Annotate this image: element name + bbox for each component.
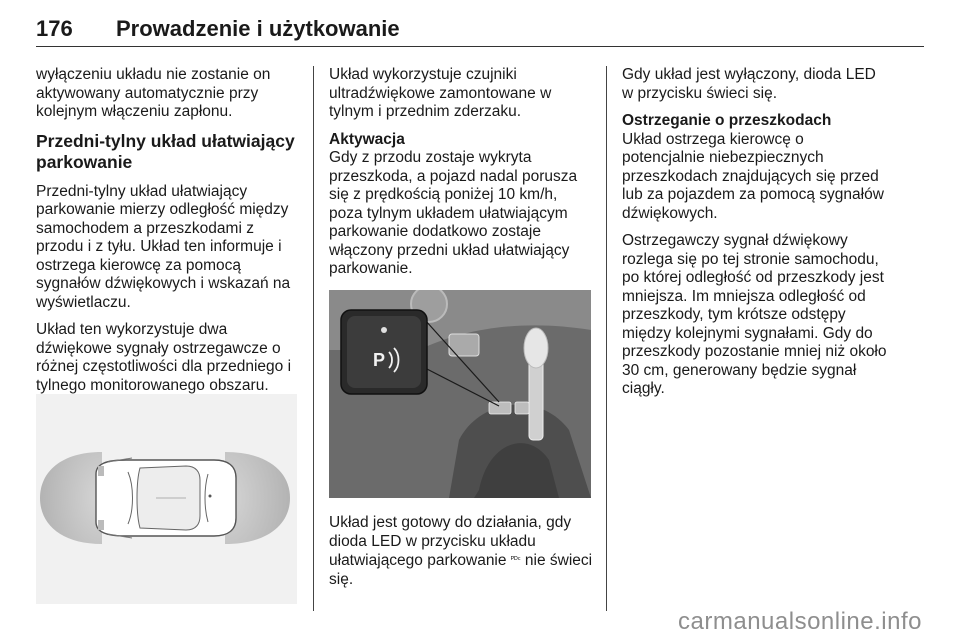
console-parking-button-illustration <box>329 290 591 498</box>
led-indicator-icon <box>381 327 387 333</box>
parking-assist-icon: ᴾᴰᶜ <box>510 555 521 564</box>
parking-assist-button-zoom <box>341 310 427 394</box>
column-divider <box>313 66 314 611</box>
watermark: carmanualsonline.info <box>678 608 922 635</box>
chapter-title: Prowadzenie i użytkowanie <box>116 16 400 41</box>
paragraph: Układ jest gotowy do działania, gdy dioda LED w przycisku układu ułatwiającego parkowanie ᴾᴰᶜ nie świeci się. <box>329 514 593 588</box>
paragraph: wyłączeniu układu nie zostanie on aktywowany automatycznie przy kolejnym włączeniu zapłonu. <box>36 66 271 120</box>
page-header <box>36 10 924 47</box>
column-2-lower <box>329 514 595 598</box>
section-heading: Przedni-tylny układ ułatwiający parkowanie <box>36 130 295 172</box>
car-top-view <box>96 458 236 538</box>
paragraph: Ostrzegawczy sygnał dźwiękowy rozlega się po tej stronie samochodu, po której odległość od przeszkody jest mniejsza. Im mniejsza odległość od przeszkody, tym krótsze odstępy między kolejnymi sygnałami. Gdy do przeszkody pozostanie mniej niż około 30 cm, generowany będzie sygnał ciągły. <box>622 232 887 397</box>
paragraph: Układ ostrzega kierowcę o potencjalnie niebezpiecznych przeszkodach znajdujących się przed lub za pojazdem za pomocą sygnałów dźwiękowych. <box>622 130 884 222</box>
paragraph: Przedni-tylny układ ułatwiający parkowanie mierzy odległość między samochodem a przeszkodami z przodu i z tyłu. Układ ten informuje i ostrzega kierowcę za pomocą sygnałów dźwiękowych i wskazań na wyświetlaczu. <box>36 182 291 311</box>
car-sensor-zones-illustration <box>36 394 297 604</box>
paragraph: Gdy z przodu zostaje wykryta przeszkoda, a pojazd nadal porusza się z prędkością poniżej 10 km/h, poza tylnym układem ułatwiającym parkowanie dodatkowo zostaje włączony przedni układ ułatwiający parkowanie. <box>329 149 578 277</box>
page-number: 176 <box>36 16 73 41</box>
subheading-activation: Aktywacja <box>329 130 405 148</box>
column-2 <box>329 66 595 288</box>
paragraph: Układ ten wykorzystuje dwa dźwiękowe sygnały ostrzegawcze o różnej częstotliwości dla przedniego i tylnego monitorowanego obszaru. <box>36 321 292 394</box>
column-3 <box>622 66 890 408</box>
column-divider <box>606 66 607 611</box>
paragraph: Układ wykorzystuje czujniki ultradźwiękowe zamontowane w tylnym i przednim zderzaku. <box>329 66 552 120</box>
paragraph: Gdy układ jest wyłączony, dioda LED w przycisku świeci się. <box>622 66 876 102</box>
column-1 <box>36 66 304 404</box>
subheading-obstacle-warning: Ostrzeganie o przeszkodach <box>622 112 832 129</box>
parking-button-label: P <box>373 350 386 370</box>
